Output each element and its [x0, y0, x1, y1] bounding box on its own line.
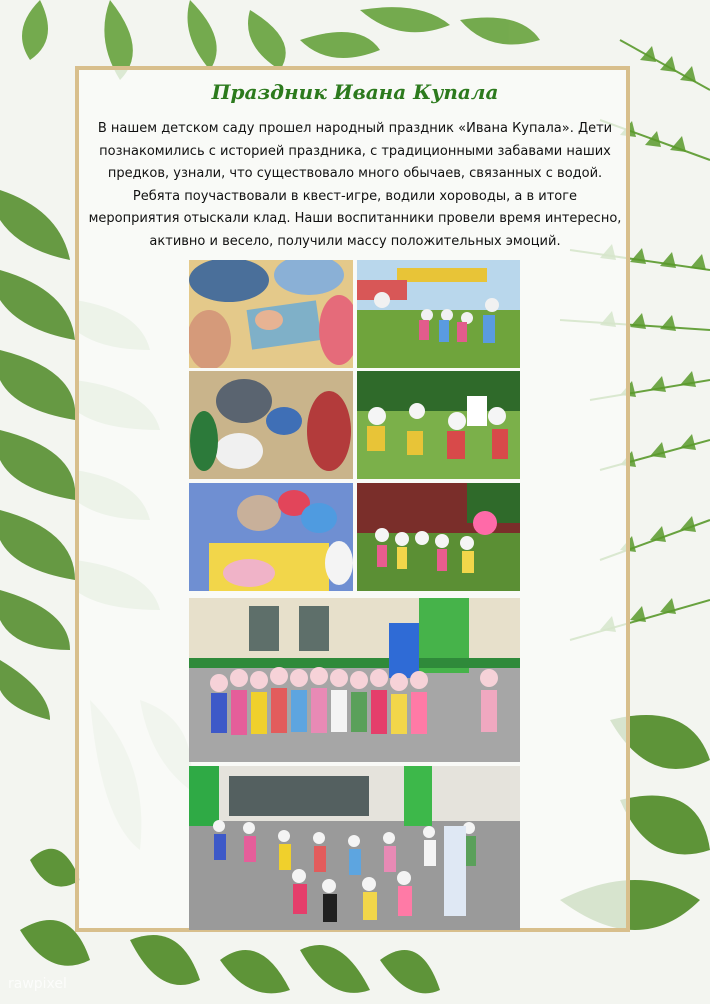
photo-children-playground-group	[357, 260, 520, 368]
description-paragraph: В нашем детском саду прошел народный праздник «Ивана Купала». Дети познакомились с историей праздника, с традиционными забавами наших предков, узнали, что существовало много обычаев, связанных с водой. Ребята поучаствовали в квест-игре, водили хороводы, а в итоге мероприятия отыскали клад. Наши воспитанники провели время интересно, активно и весело, получили массу положительных эмоций.	[88, 121, 622, 249]
photo-children-digging	[189, 371, 353, 479]
photo-group-portrait	[189, 598, 520, 762]
photo-children-table-game	[189, 483, 353, 591]
watermark: rawpixel	[8, 976, 67, 992]
page-title: Праздник Ивана Купала	[211, 80, 499, 104]
photo-children-puzzle	[189, 260, 353, 368]
photo-round-dance	[189, 766, 520, 930]
photo-children-yard	[357, 483, 520, 591]
photo-children-with-teachers	[357, 371, 520, 479]
